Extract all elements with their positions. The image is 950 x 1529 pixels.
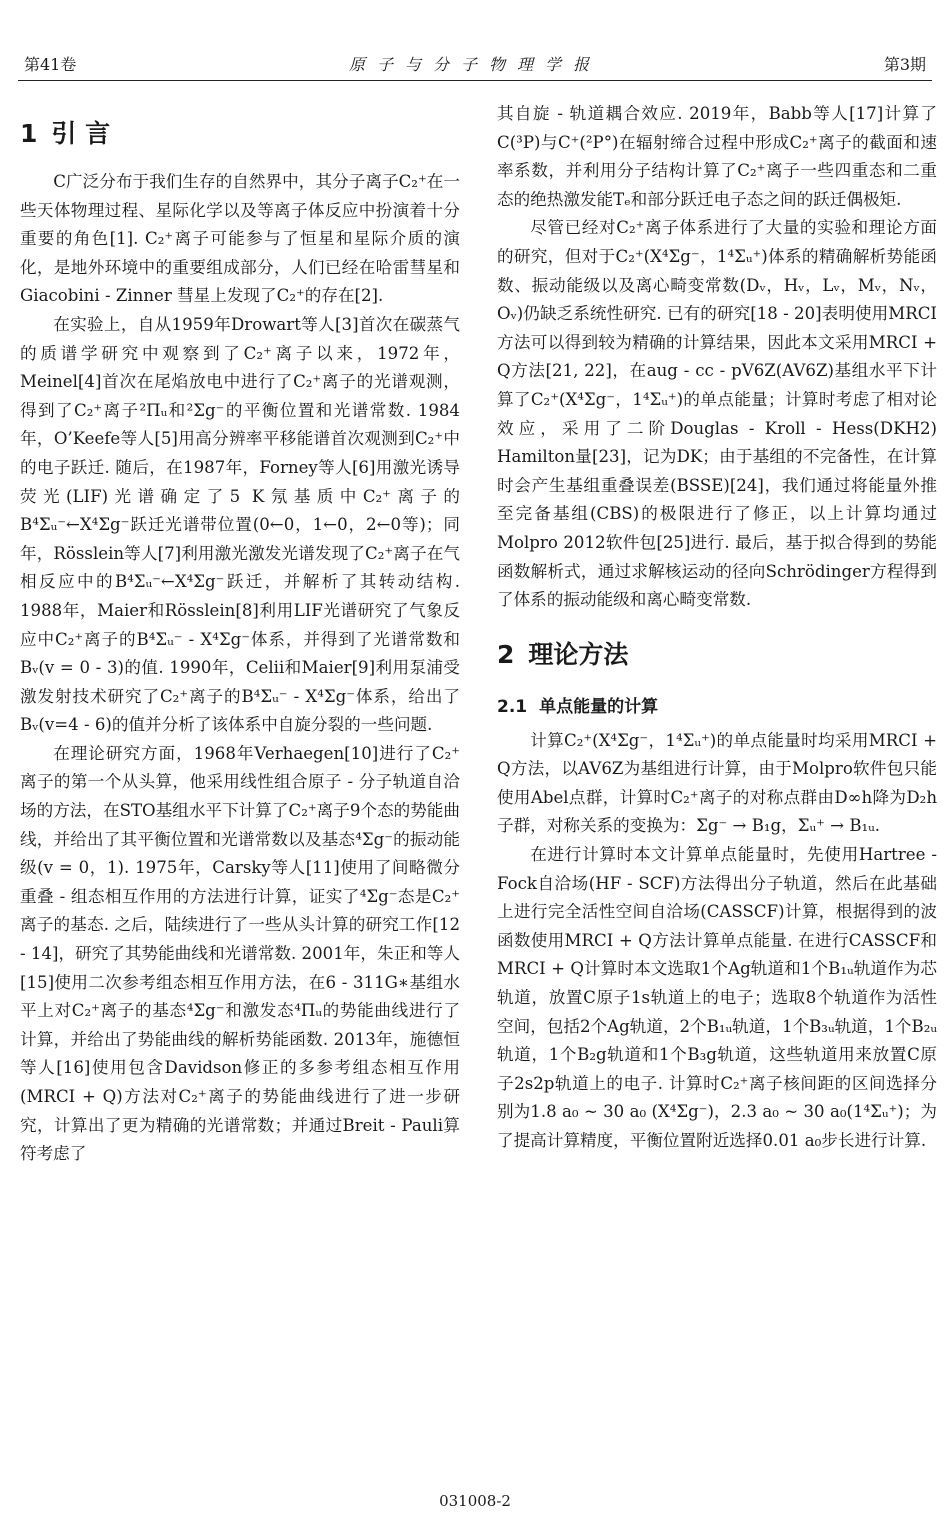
paragraph: 在进行计算时本文计算单点能量时，先使用Hartree - Fock自洽场(HF - SCF)方法得出分子轨道，然后在此基础上进行完全活性空间自洽场(CASSCF)计算，根据得到的波函数使用MRCI + Q方法计算单点能量. 在进行CASSCF和MRCI + Q计算时本文选取1个Ag轨道和1个B₁ᵤ轨道作为芯轨道，放置C原子1s轨道上的电子；选取8个轨道作为活性空间，包括2个Ag轨道，2个B₁ᵤ轨道，1个B₃ᵤ轨道，1个B₂ᵤ轨道，1个B₂g轨道和1个B₃g轨道，这些轨道用来放置C原子2s2p轨道上的电子. 计算时C₂⁺离子核间距的区间选择分别为1.8 a₀ ~ 30 a₀ (X⁴Σg⁻)，2.3 a₀ ~ 30 a₀(1⁴Σᵤ⁺)；为了提高计算精度，平衡位置附近选择0.01 a₀步长进行计算. xyxy=(497,845,937,1150)
section-title: 理论方法 xyxy=(528,639,629,669)
paragraph: C广泛分布于我们生存的自然界中，其分子离子C₂⁺在一些天体物理过程、星际化学以及等离子体反应中扮演着十分重要的角色[1]. C₂⁺离子可能参与了恒星和星际介质的演化，是地外环境中的重要组成部分，人们已经在哈雷彗星和Giacobini - Zinner 彗星上发现了C₂⁺的存在[2]. xyxy=(20,172,460,306)
subsection-2-1-heading xyxy=(497,693,937,721)
paragraph: 在理论研究方面，1968年Verhaegen[10]进行了C₂⁺离子的第一个从头算，他采用线性组合原子 - 分子轨道自洽场的方法，在STO基组水平下计算了C₂⁺离子9个态的势能曲线，并给出了其平衡位置和光谱常数以及基态⁴Σg⁻的振动能级(v = 0，1). 1975年，Carsky等人[11]使用了间略微分重叠 - 组态相互作用的方法进行计算，证实了⁴Σg⁻态是C₂⁺离子的基态. 之后，陆续进行了一些从头计算的研究工作[12 - 14]，研究了其势能曲线和光谱常数. 2001年，朱正和等人[15]使用二次参考组态相互作用方法，在6 - 311G∗基组水平上对C₂⁺离子的基态⁴Σg⁻和激发态⁴Πᵤ的势能曲线进行了计算，并给出了势能曲线的解析势能函数. 2013年，施德恒等人[16]使用包含Davidson修正的多参考组态相互作用(MRCI + Q)方法对C₂⁺离子的势能曲线进行了进一步研究，计算出了更为精确的光谱常数；并通过Breit - Pauli算符考虑了 xyxy=(20,743,460,1164)
subsection-number: 2.1 xyxy=(497,696,528,717)
subsection-title: 单点能量的计算 xyxy=(539,696,659,717)
paragraph: 尽管已经对C₂⁺离子体系进行了大量的实验和理论方面的研究，但对于C₂⁺(X⁴Σg⁻，1⁴Σᵤ⁺)体系的精确解析势能函数、振动能级以及离心畸变常数(Dᵥ，Hᵥ，Lᵥ，Mᵥ，Nᵥ，Oᵥ)仍缺乏系统性研究. 已有的研究[18 - 20]表明使用MRCI方法可以得到较为精确的计算结果，因此本文采用MRCI + Q方法[21, 22]，在aug - cc - pV6Z(AV6Z)基组水平下计算了C₂⁺(X⁴Σg⁻，1⁴Σᵤ⁺)的单点能量；计算时考虑了相对论效应，采用了二阶Douglas - Kroll - Hess(DKH2) Hamilton量[23]，记为DK；由于基组的不完备性，在计算时会产生基组重叠误差(BSSE)[24]，我们通过将能量外推至完备基组(CBS)的极限进行了修正，以上计算均通过Molpro 2012软件包[25]进行. 最后，基于拟合得到的势能函数解析式，通过求解核运动的径向Schrödinger方程得到了体系的振动能级和离心畸变常数. xyxy=(497,218,937,610)
section-number: 2 xyxy=(497,639,515,669)
paragraph-continuation: 其自旋 - 轨道耦合效应. 2019年，Babb等人[17]计算了C(³P)与C⁺(²P°)在辐射缔合过程中形成C₂⁺离子的截面和速率系数，并利用分子结构计算了C₂⁺离子一些四重态和二重态的绝热激发能Tₑ和部分跃迁电子态之间的跃迁偶极矩. xyxy=(497,104,937,209)
section-title: 引 言 xyxy=(51,119,111,148)
section-number: 1 xyxy=(20,119,38,148)
section-2-heading xyxy=(497,635,937,675)
page-footer-code: 031008-2 xyxy=(439,1492,511,1510)
issue-label: 第3期 xyxy=(883,55,926,74)
journal-title: 原子与分子物理学报 xyxy=(348,55,601,74)
header-rule xyxy=(18,80,932,81)
running-header xyxy=(18,52,932,78)
left-column xyxy=(20,100,460,1169)
paragraph: 计算C₂⁺(X⁴Σg⁻，1⁴Σᵤ⁺)的单点能量时均采用MRCI + Q方法，以AV6Z为基组进行计算，由于Molpro软件包只能使用Abel点群，计算时C₂⁺离子的对称点群由D∞h降为D₂h子群，对称关系的变换为：Σg⁻ → B₁g，Σᵤ⁺ → B₁ᵤ. xyxy=(497,730,937,836)
volume-label: 第41卷 xyxy=(24,55,77,74)
right-column xyxy=(497,100,937,1156)
paragraph: 在实验上，自从1959年Drowart等人[3]首次在碳蒸气的质谱学研究中观察到了C₂⁺离子以来，1972年，Meinel[4]首次在尾焰放电中进行了C₂⁺离子的光谱观测，得到了C₂⁺离子²Πᵤ和²Σg⁻的平衡位置和光谱常数. 1984年，O’Keefe等人[5]用高分辨率平移能谱首次观测到C₂⁺中的电子跃迁. 随后，在1987年，Forney等人[6]用激光诱导荧光(LIF)光谱确定了5 K氖基质中C₂⁺离子的B⁴Σᵤ⁻←X⁴Σg⁻跃迁光谱带位置(0←0，1←0，2←0等)；同年，Rösslein等人[7]利用激光激发光谱发现了C₂⁺离子在气相反应中的B⁴Σᵤ⁻←X⁴Σg⁻跃迁，并解析了其转动结构. 1988年，Maier和Rösslein[8]利用LIF光谱研究了气象反应中C₂⁺离子的B⁴Σᵤ⁻ - X⁴Σg⁻体系，并得到了光谱常数和Bᵥ(v = 0 - 3)的值. 1990年，Celii和Maier[9]利用泵浦受激发射技术研究了C₂⁺离子的B⁴Σᵤ⁻ - X⁴Σg⁻体系，给出了Bᵥ(v=4 - 6)的值并分析了该体系中自旋分裂的一些问题. xyxy=(20,314,460,735)
section-1-heading xyxy=(20,114,460,154)
